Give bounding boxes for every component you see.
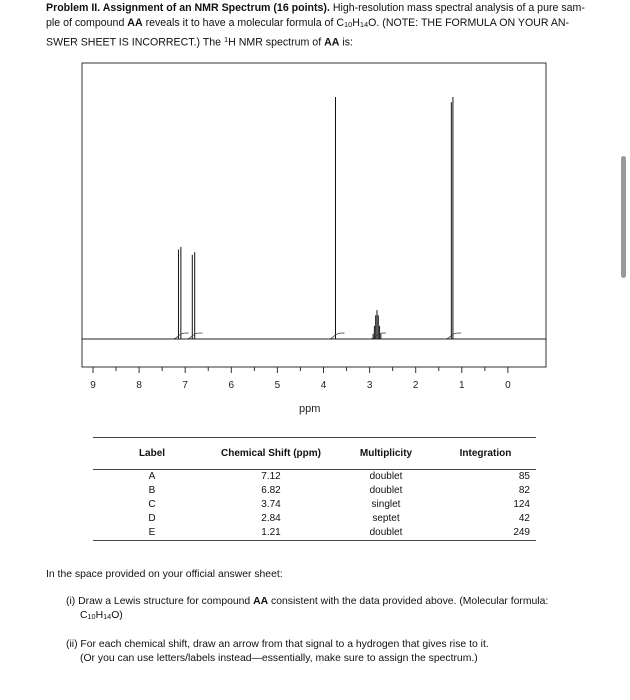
compound-name: AA <box>127 17 143 29</box>
problem-text: The <box>202 36 222 49</box>
table-row <box>93 512 536 526</box>
peak-integral-A <box>171 333 189 339</box>
cell-shift: 6.82 <box>261 485 281 496</box>
peak-E <box>443 97 461 339</box>
cell-shift: 2.84 <box>261 513 281 524</box>
peak-A <box>171 247 189 339</box>
compound-name: AA <box>324 36 340 49</box>
question-2 <box>66 638 606 666</box>
cell-label: A <box>148 471 156 482</box>
question-text: (Or you can use letters/labels instead—essentially, make sure to assign the spectrum.) <box>80 653 478 665</box>
cell-multiplicity: doublet <box>369 471 403 482</box>
cell-shift: 7.12 <box>261 471 281 482</box>
cell-integration: 124 <box>513 499 530 510</box>
question-text: (i) Draw a Lewis structure for compound <box>66 596 251 607</box>
cell-multiplicity: septet <box>372 513 400 524</box>
x-axis-label: ppm <box>298 403 321 415</box>
nmr-data-table <box>93 437 536 541</box>
x-tick-label: 8 <box>136 380 142 391</box>
table-row <box>93 484 536 498</box>
x-tick-label: 5 <box>274 380 281 391</box>
formula-element: H <box>352 17 360 29</box>
column-header-label: Label <box>93 438 211 470</box>
peak-integral-E <box>443 333 461 339</box>
formula-subscript: 10 <box>344 20 353 30</box>
table-row <box>93 526 536 541</box>
formula-subscript: 14 <box>359 20 369 30</box>
x-tick-label: 2 <box>412 380 419 391</box>
question-1 <box>66 595 606 624</box>
cell-label: C <box>148 499 156 510</box>
cell-integration: 249 <box>441 526 536 541</box>
instructions-intro: In the space provided on your official answer sheet: <box>46 569 283 580</box>
instructions <box>46 568 606 666</box>
cell-integration: 85 <box>518 471 530 482</box>
cell-multiplicity: doublet <box>369 485 403 496</box>
problem-text: H NMR spectrum of <box>228 36 322 49</box>
x-tick-label: 0 <box>505 380 511 391</box>
peak-integral-B <box>184 333 202 339</box>
x-tick-label: 4 <box>320 380 327 391</box>
cell-integration: 82 <box>518 485 530 496</box>
cell-multiplicity: singlet <box>371 499 401 510</box>
x-tick-label: 3 <box>366 380 373 391</box>
peak-B <box>184 252 202 339</box>
cell-shift: 3.74 <box>261 499 281 510</box>
x-tick-label: 9 <box>90 380 96 391</box>
problem-text: is: <box>342 36 353 49</box>
isotope-superscript: 1 <box>224 35 229 45</box>
cell-integration: 42 <box>518 513 530 524</box>
column-header-shift: Chemical Shift (ppm) <box>211 438 331 470</box>
column-header-integration: Integration <box>441 438 536 470</box>
table-header-row <box>93 438 536 470</box>
table-row <box>93 498 536 512</box>
formula-subscript: 10 <box>87 612 96 622</box>
x-tick-label: 7 <box>182 380 188 391</box>
peak-C <box>326 97 344 339</box>
x-tick-label: 6 <box>228 380 235 391</box>
formula-subscript: 14 <box>103 612 112 622</box>
formula-element: O) <box>111 610 123 621</box>
cell-label: B <box>148 485 156 496</box>
cell-label: E <box>93 526 211 541</box>
x-tick-label: 1 <box>459 380 465 391</box>
problem-text: reveals it to have a molecular formula of C <box>145 17 344 29</box>
problem-heading: Problem II. Assignment of an NMR Spectrum (16 points). <box>46 2 330 14</box>
formula-element: C <box>80 610 88 621</box>
cell-shift: 1.21 <box>211 526 331 541</box>
question-text: (ii) For each chemical shift, draw an arrow from that signal to a hydrogen that gives rise to it. <box>66 639 489 651</box>
table-row <box>93 470 536 485</box>
column-header-multiplicity: Multiplicity <box>331 438 441 470</box>
compound-name: AA <box>253 596 269 607</box>
question-text: consistent with the data provided above. (Molecular formula: <box>271 596 549 607</box>
plot-frame <box>82 63 546 367</box>
problem-text: High-resolution mass spectral analysis of a pure sam-ple of compound <box>46 2 585 29</box>
peak-D <box>368 310 386 339</box>
scrollbar-thumb[interactable] <box>621 156 626 278</box>
formula-element: O. <box>368 17 380 29</box>
problem-note: (NOTE: THE FORMULA ON YOUR AN-SWER SHEET IS INCORRECT.) <box>46 17 570 49</box>
formula-element: H <box>95 610 104 621</box>
cell-label: D <box>148 513 156 524</box>
cell-multiplicity: doublet <box>331 526 441 541</box>
